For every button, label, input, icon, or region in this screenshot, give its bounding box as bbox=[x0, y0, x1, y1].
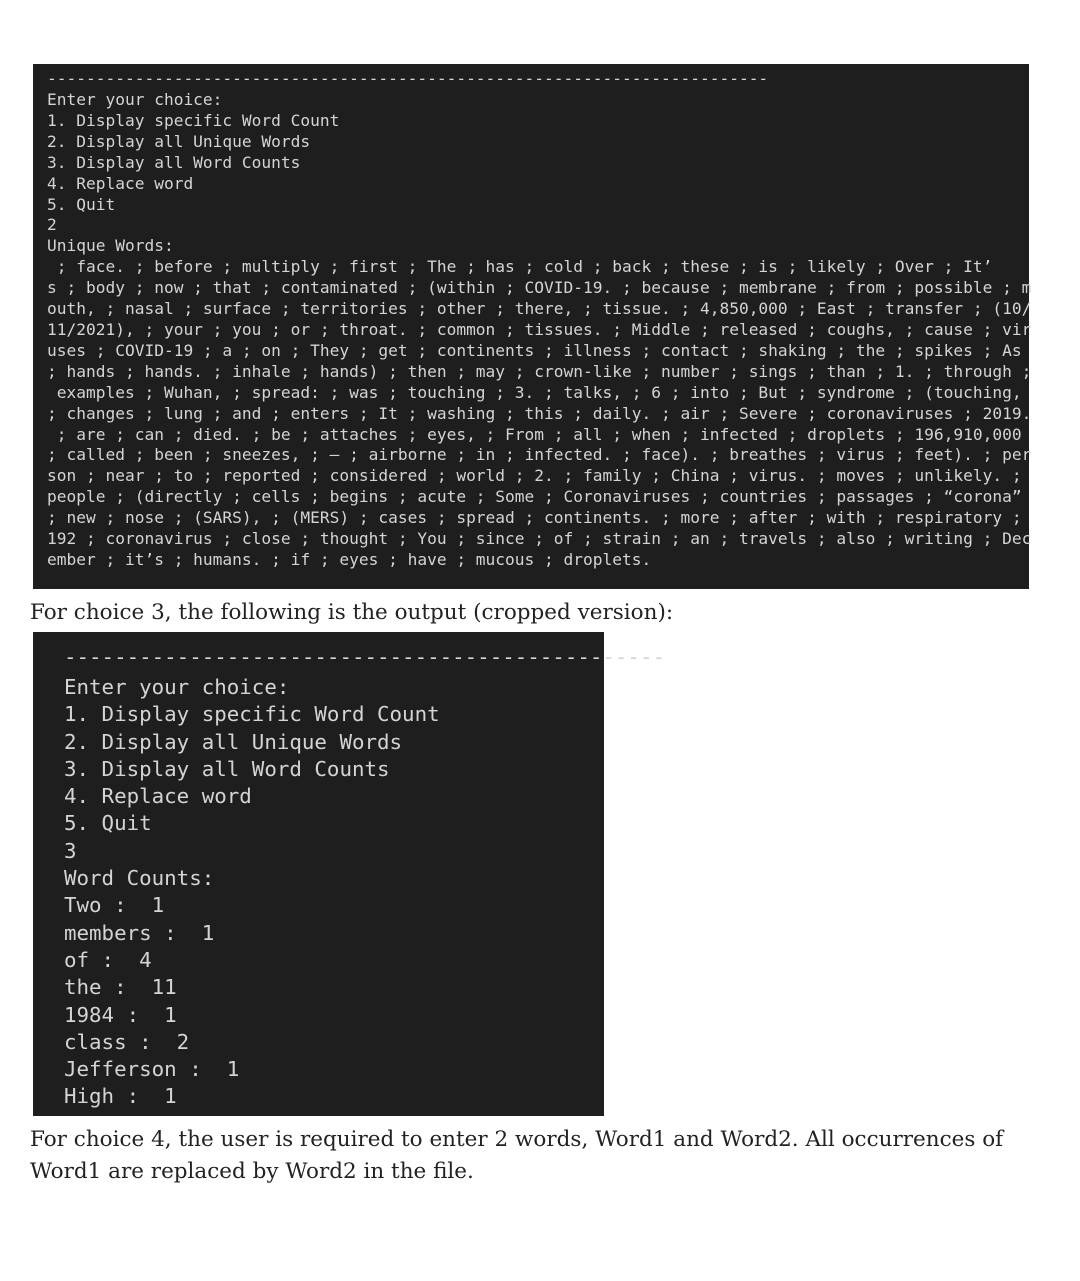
output-line: ; changes ; lung ; and ; enters ; It ; washing ; this ; daily. ; air ; Severe ; coronaviruses ; 2019. bbox=[47, 403, 1032, 423]
word-count-row: members : 1 bbox=[64, 920, 215, 945]
output-line: ember ; it’s ; humans. ; if ; eyes ; have ; mucous ; droplets. bbox=[47, 549, 652, 569]
menu-option-4: 4. Replace word bbox=[47, 173, 194, 193]
output-heading: Unique Words: bbox=[47, 236, 174, 256]
menu-prompt: Enter your choice: bbox=[47, 90, 223, 109]
menu-option-3: 3. Display all Word Counts bbox=[64, 756, 390, 781]
separator-line: -------------------------------------------------------------------------- bbox=[47, 69, 769, 88]
word-count-row: class : 2 bbox=[64, 1029, 190, 1054]
menu-option-5: 5. Quit bbox=[64, 811, 152, 836]
output-line: ; called ; been ; sneezes, ; – ; airborne ; in ; infected. ; face). ; breathes ; virus ; feet). ; per bbox=[47, 445, 1032, 465]
caption-choice-4: For choice 4, the user is required to enter 2 words, Word1 and Word2. All occurrences of Word1 are replaced by Word2 in the file. bbox=[30, 1127, 1004, 1184]
output-line: examples ; Wuhan, ; spread: ; was ; touching ; 3. ; talks, ; 6 ; into ; But ; syndrome ; (touching, bbox=[47, 382, 1022, 402]
menu-prompt: Enter your choice: bbox=[64, 675, 290, 699]
menu-option-5: 5. Quit bbox=[47, 194, 116, 214]
output-line: s ; body ; now ; that ; contaminated ; (within ; COVID-19. ; because ; membrane ; from ; possible ; m bbox=[47, 278, 1032, 298]
output-heading: Word Counts: bbox=[64, 866, 215, 891]
word-count-row: the : 11 bbox=[64, 975, 177, 1000]
output-line: 192 ; coronavirus ; close ; thought ; You ; since ; of ; strain ; an ; travels ; also ; writing ; Dec bbox=[47, 529, 1032, 549]
word-count-row: of : 4 bbox=[64, 947, 152, 972]
output-line: ; new ; nose ; (SARS), ; (MERS) ; cases ; spread ; continents. ; more ; after ; with ; respiratory ; bbox=[47, 508, 1022, 528]
separator-line: ------------------------------------------------ bbox=[64, 645, 665, 669]
terminal-output-word-counts bbox=[33, 632, 665, 1116]
word-count-row: Jefferson : 1 bbox=[64, 1057, 240, 1082]
user-input: 2 bbox=[47, 215, 57, 235]
menu-option-1: 1. Display specific Word Count bbox=[47, 110, 340, 130]
output-line: ; are ; can ; died. ; be ; attaches ; eyes, ; From ; all ; when ; infected ; droplets ; 196,910,000 bbox=[47, 424, 1022, 444]
output-line: son ; near ; to ; reported ; considered ; world ; 2. ; family ; China ; virus. ; moves ; unlikely. ; bbox=[47, 466, 1022, 486]
word-count-row: 1984 : 1 bbox=[64, 1002, 177, 1027]
menu-option-4: 4. Replace word bbox=[64, 784, 252, 809]
menu-option-3: 3. Display all Word Counts bbox=[47, 152, 301, 172]
terminal-output-unique-words bbox=[33, 64, 1032, 589]
output-line: people ; (directly ; cells ; begins ; acute ; Some ; Coronaviruses ; countries ; passages ; “corona” bbox=[47, 487, 1022, 507]
output-line: 11/2021), ; your ; you ; or ; throat. ; common ; tissues. ; Middle ; released ; coughs, ; cause ; vir bbox=[47, 319, 1032, 339]
menu-option-1: 1. Display specific Word Count bbox=[64, 702, 440, 727]
menu-option-2: 2. Display all Unique Words bbox=[47, 131, 311, 151]
user-input: 3 bbox=[64, 838, 77, 863]
output-line: ; face. ; before ; multiply ; first ; The ; has ; cold ; back ; these ; is ; likely ; Over ; It’ bbox=[47, 257, 993, 277]
output-line: outh, ; nasal ; surface ; territories ; other ; there, ; tissue. ; 4,850,000 ; East ; transfer ; (10/ bbox=[47, 299, 1032, 319]
word-count-row: High : 1 bbox=[64, 1084, 177, 1109]
menu-option-2: 2. Display all Unique Words bbox=[64, 729, 403, 754]
word-count-row: Two : 1 bbox=[64, 893, 165, 918]
output-line: ; hands ; hands. ; inhale ; hands) ; then ; may ; crown-like ; number ; sings ; than ; 1. ; through ; bbox=[47, 361, 1032, 381]
caption-choice-3: For choice 3, the following is the output (cropped version): bbox=[30, 600, 674, 625]
output-line: uses ; COVID-19 ; a ; on ; They ; get ; continents ; illness ; contact ; shaking ; the ; spikes ; As bbox=[47, 340, 1022, 360]
